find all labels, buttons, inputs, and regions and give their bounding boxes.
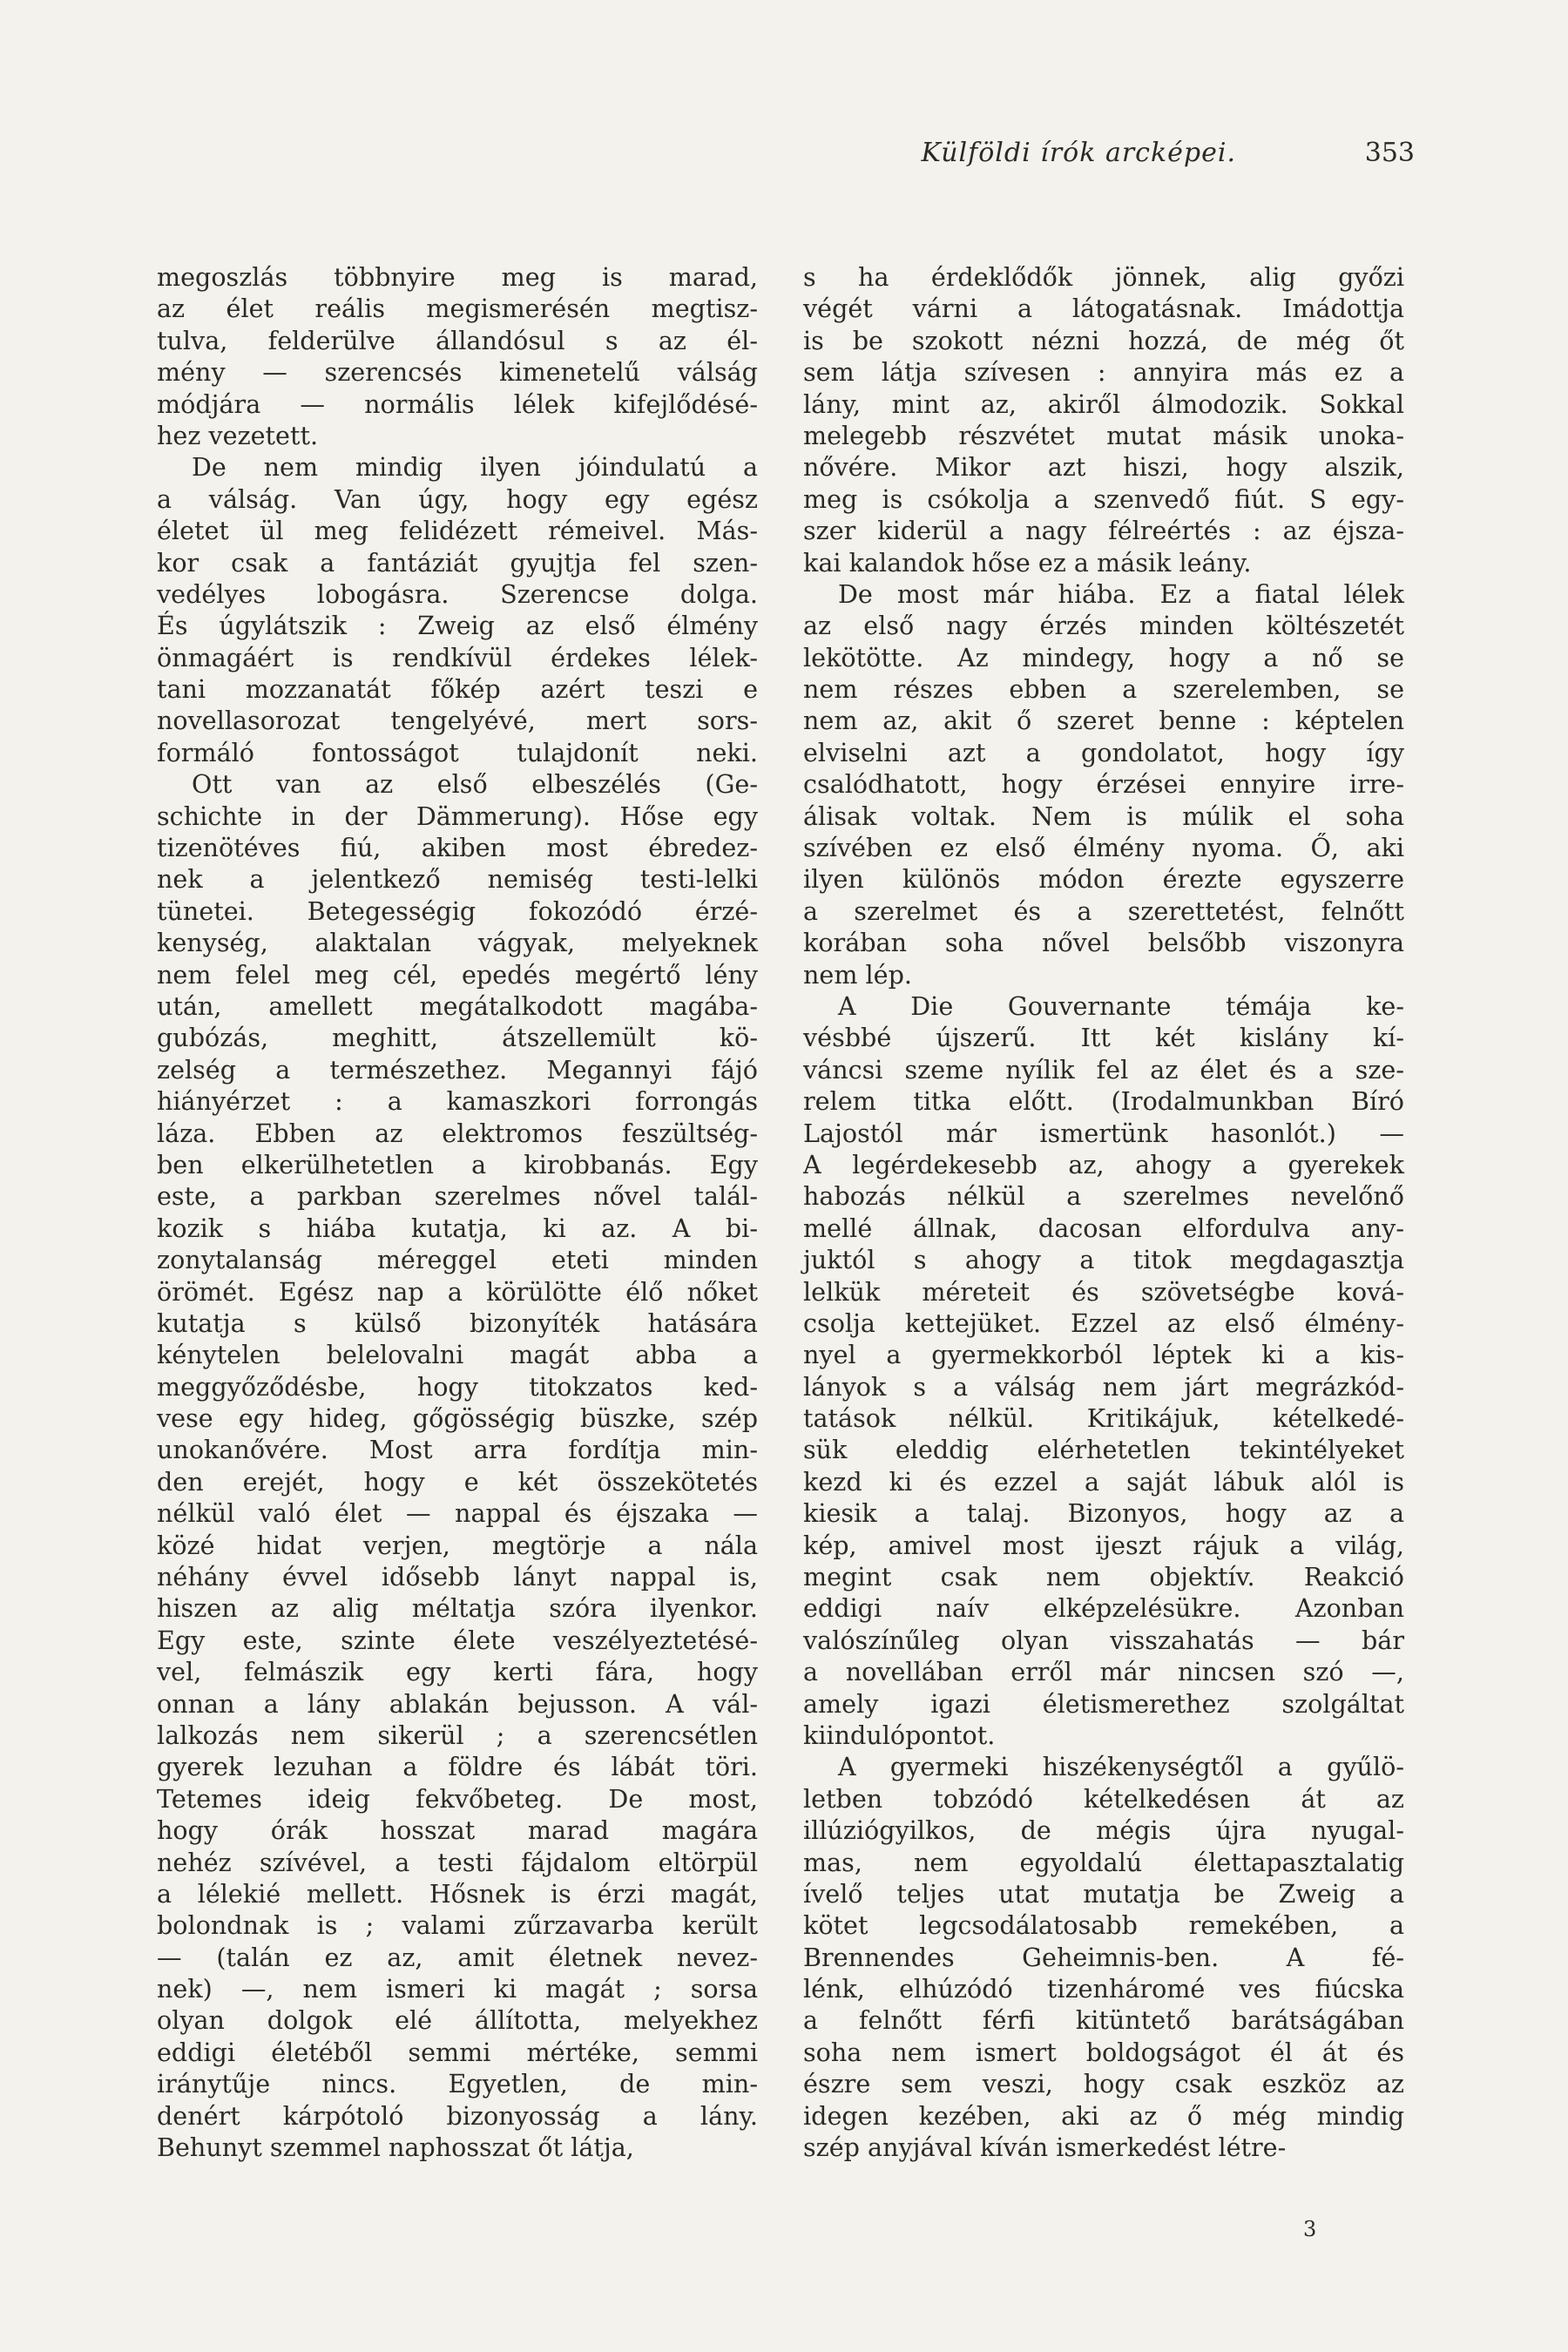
text-line: elviselni azt a gondolatot, hogy így: [803, 737, 1404, 767]
text-line: juktól s ahogy a titok megdagasztja: [803, 1245, 1404, 1275]
text-line: nem felel meg cél, epedés megértő lény: [157, 959, 758, 990]
text-line: Lajostól már ismertünk hasonlót.) —: [803, 1118, 1404, 1148]
text-line: vel, felmászik egy kerti fára, hogy: [157, 1657, 758, 1687]
text-line: den erejét, hogy e két összekötetés: [157, 1466, 758, 1497]
text-line: kenység, alaktalan vágyak, melyeknek: [157, 928, 758, 958]
text-line: kozik s hiába kutatja, ki az. A bi-: [157, 1213, 758, 1243]
right-column: [803, 261, 1404, 2163]
text-line: kép, amivel most ijeszt rájuk a világ,: [803, 1530, 1404, 1560]
text-line: zonytalanság méreggel eteti minden: [157, 1245, 758, 1275]
text-line: — (talán ez az, amit életnek nevez-: [157, 1942, 758, 1972]
text-line: Brennendes Geheimnis-ben. A fé-: [803, 1942, 1404, 1972]
text-line: nem részes ebben a szerelemben, se: [803, 674, 1404, 705]
text-line: közé hidat verjen, megtörje a nála: [157, 1530, 758, 1560]
text-line: nővére. Mikor azt hiszi, hogy alszik,: [803, 452, 1404, 483]
text-line: csolja kettejüket. Ezzel az első élmény-: [803, 1308, 1404, 1338]
text-line: hogy órák hosszat marad magára: [157, 1815, 758, 1846]
text-line: is be szokott nézni hozzá, de még őt: [803, 325, 1404, 355]
text-line: nek) —, nem ismeri ki magát ; sorsa: [157, 1974, 758, 2004]
text-line: szép anyjával kíván ismerkedést létre-: [803, 2132, 1287, 2163]
left-column: [157, 261, 758, 2163]
text-line: sük eleddig elérhetetlen tekintélyeket: [803, 1435, 1404, 1465]
text-line: meggyőződésbe, hogy titokzatos ked-: [157, 1371, 758, 1402]
running-title: Külföldi írók arcképei.: [921, 138, 1236, 168]
text-line: lekötötte. Az mindegy, hogy a nő se: [803, 642, 1404, 672]
text-line: nyel a gyermekkorból léptek ki a kis-: [803, 1340, 1404, 1370]
text-line: a novellában erről már nincsen szó —,: [803, 1657, 1404, 1687]
text-line: néhány évvel idősebb lányt nappal is,: [157, 1562, 758, 1592]
text-line: idegen kezében, aki az ő még mindig: [803, 2100, 1404, 2131]
text-line: lalkozás nem sikerül ; a szerencsétlen: [157, 1720, 758, 1750]
text-line: hiszen az alig méltatja szóra ilyenkor.: [157, 1593, 758, 1624]
text-line: s ha érdeklődők jönnek, alig győzi: [803, 262, 1404, 292]
text-line: ívelő teljes utat mutatja be Zweig a: [803, 1878, 1404, 1909]
text-line: eddigi életéből semmi mértéke, semmi: [157, 2037, 758, 2067]
text-line: a felnőtt férfi kitüntető barátságában: [803, 2005, 1404, 2036]
text-line: vese egy hideg, gőgösségig büszke, szép: [157, 1403, 758, 1434]
text-line: nélkül való élet — nappal és éjszaka —: [157, 1498, 758, 1529]
text-line: az első nagy érzés minden költészetét: [803, 611, 1404, 641]
text-line: illúziógyilkos, de mégis újra nyugal-: [803, 1815, 1404, 1846]
text-line: olyan dolgok elé állította, melyekhez: [157, 2005, 758, 2036]
text-line: után, amellett megátalkodott magába-: [157, 990, 758, 1021]
text-line: eddigi naív elképzelésükre. Azonban: [803, 1593, 1404, 1624]
text-line: letben tobzódó kételkedésen át az: [803, 1783, 1404, 1814]
text-line: láza. Ebben az elektromos feszültség-: [157, 1118, 758, 1148]
text-line: megint csak nem objektív. Reakció: [803, 1562, 1404, 1592]
text-line: vedélyes lobogásra. Szerencse dolga.: [157, 578, 758, 609]
text-line: novellasorozat tengelyévé, mert sors-: [157, 706, 758, 736]
text-line: soha nem ismert boldogságot él át és: [803, 2037, 1404, 2067]
text-line: zelség a természethez. Megannyi fájó: [157, 1054, 758, 1085]
text-line: a lélekié mellett. Hősnek is érzi magát,: [157, 1878, 758, 1909]
text-line: módjára — normális lélek kifejlődésé-: [157, 389, 758, 419]
text-line: a válság. Van úgy, hogy egy egész: [157, 483, 758, 514]
text-line: onnan a lány ablakán bejusson. A vál-: [157, 1688, 758, 1719]
text-line: Tetemes ideig fekvőbeteg. De most,: [157, 1783, 758, 1814]
text-line: Behunyt szemmel naphosszat őt látja,: [157, 2132, 634, 2163]
text-line: tizenötéves fiú, akiben most ébredez-: [157, 833, 758, 863]
text-line: mellé állnak, dacosan elfordulva any-: [803, 1213, 1404, 1243]
text-line: nem lép.: [803, 959, 912, 990]
text-line: mény — szerencsés kimenetelű válság: [157, 357, 758, 388]
text-line: A gyermeki hiszékenységtől a gyűlö-: [838, 1752, 1404, 1782]
text-line: sem látja szívesen : annyira más ez a: [803, 357, 1404, 388]
text-line: iránytűje nincs. Egyetlen, de min-: [157, 2069, 758, 2099]
text-line: korában soha nővel belsőbb viszonyra: [803, 928, 1404, 958]
text-line: szívében ez első élmény nyoma. Ő, aki: [803, 833, 1404, 863]
signature-mark: 3: [1303, 2217, 1317, 2241]
text-line: szer kiderül a nagy félreértés : az éjsza-: [803, 516, 1404, 546]
text-line: végét várni a látogatásnak. Imádottja: [803, 294, 1404, 324]
text-line: hiányérzet : a kamaszkori forrongás: [157, 1086, 758, 1117]
text-line: meg is csókolja a szenvedő fiút. S egy-: [803, 483, 1404, 514]
text-line: kezd ki és ezzel a saját lábuk alól is: [803, 1466, 1404, 1497]
text-line: valószínűleg olyan visszahatás — bár: [803, 1625, 1404, 1655]
text-line: mas, nem egyoldalú élettapasztalatig: [803, 1847, 1404, 1877]
text-line: örömét. Egész nap a körülötte élő nőket: [157, 1276, 758, 1307]
text-line: kénytelen belelovalni magát abba a: [157, 1340, 758, 1370]
text-line: gubózás, meghitt, átszellemült kö-: [157, 1023, 758, 1053]
text-line: önmagáért is rendkívül érdekes lélek-: [157, 642, 758, 672]
text-line: lelkük méreteit és szövetségbe ková-: [803, 1276, 1404, 1307]
text-line: kötet legcsodálatosabb remekében, a: [803, 1910, 1404, 1941]
text-line: A legérdekesebb az, ahogy a gyerekek: [803, 1149, 1404, 1179]
text-line: És úgylátszik : Zweig az első élmény: [157, 611, 758, 641]
text-line: álisak voltak. Nem is múlik el soha: [803, 801, 1404, 831]
text-line: Ott van az első elbeszélés (Ge-: [192, 769, 758, 800]
text-line: De nem mindig ilyen jóindulatú a: [192, 452, 758, 483]
text-line: nehéz szívével, a testi fájdalom eltörpül: [157, 1847, 758, 1877]
text-line: a szerelmet és a szerettetést, felnőtt: [803, 896, 1404, 926]
text-line: nek a jelentkező nemiség testi-lelki: [157, 864, 758, 895]
text-line: amely igazi életismerethez szolgáltat: [803, 1688, 1404, 1719]
text-line: gyerek lezuhan a földre és lábát töri.: [157, 1752, 758, 1782]
text-line: megoszlás többnyire meg is marad,: [157, 262, 758, 292]
page-number: 353: [1364, 138, 1415, 168]
text-line: váncsi szeme nyílik fel az élet és a sze-: [803, 1054, 1404, 1085]
text-line: csalódhatott, hogy érzései ennyire irre-: [803, 769, 1404, 800]
text-line: schichte in der Dämmerung). Hőse egy: [157, 801, 758, 831]
text-line: lányok s a válság nem járt megrázkód-: [803, 1371, 1404, 1402]
text-line: ilyen különös módon érezte egyszerre: [803, 864, 1404, 895]
text-line: De most már hiába. Ez a fiatal lélek: [838, 578, 1404, 609]
text-line: kutatja s külső bizonyíték hatására: [157, 1308, 758, 1338]
text-line: A Die Gouvernante témája ke-: [838, 990, 1404, 1021]
text-line: lénk, elhúzódó tizenháromé ves fiúcska: [803, 1974, 1404, 2004]
text-line: nem az, akit ő szeret benne : képtelen: [803, 706, 1404, 736]
text-line: denért kárpótoló bizonyosság a lány.: [157, 2100, 758, 2131]
text-line: relem titka előtt. (Irodalmunkban Bíró: [803, 1086, 1404, 1117]
text-line: kai kalandok hőse ez a másik leány.: [803, 547, 1252, 578]
text-line: hez vezetett.: [157, 420, 319, 450]
text-line: melegebb részvétet mutat másik unoka-: [803, 420, 1404, 450]
text-line: tünetei. Betegességig fokozódó érzé-: [157, 896, 758, 926]
text-line: Egy este, szinte élete veszélyeztetésé-: [157, 1625, 758, 1655]
text-line: ben elkerülhetetlen a kirobbanás. Egy: [157, 1149, 758, 1179]
text-line: életet ül meg felidézett rémeivel. Más-: [157, 516, 758, 546]
text-line: tatások nélkül. Kritikájuk, kételkedé-: [803, 1403, 1404, 1434]
text-line: este, a parkban szerelmes nővel talál-: [157, 1181, 758, 1212]
text-line: tani mozzanatát főkép azért teszi e: [157, 674, 758, 705]
text-line: formáló fontosságot tulajdonít neki.: [157, 737, 758, 767]
text-line: vésbbé újszerű. Itt két kislány kí-: [803, 1023, 1404, 1053]
text-line: kiindulópontot.: [803, 1720, 996, 1750]
text-line: az élet reális megismerésén megtisz-: [157, 294, 758, 324]
text-line: észre sem veszi, hogy csak eszköz az: [803, 2069, 1404, 2099]
text-line: kiesik a talaj. Bizonyos, hogy az a: [803, 1498, 1404, 1529]
running-head: [157, 138, 1415, 176]
text-line: unokanővére. Most arra fordítja min-: [157, 1435, 758, 1465]
text-line: habozás nélkül a szerelmes nevelőnő: [803, 1181, 1404, 1212]
text-line: bolondnak is ; valami zűrzavarba került: [157, 1910, 758, 1941]
text-line: kor csak a fantáziát gyujtja fel szen-: [157, 547, 758, 578]
text-line: tulva, felderülve állandósul s az él-: [157, 325, 758, 355]
text-line: lány, mint az, akiről álmodozik. Sokkal: [803, 389, 1404, 419]
